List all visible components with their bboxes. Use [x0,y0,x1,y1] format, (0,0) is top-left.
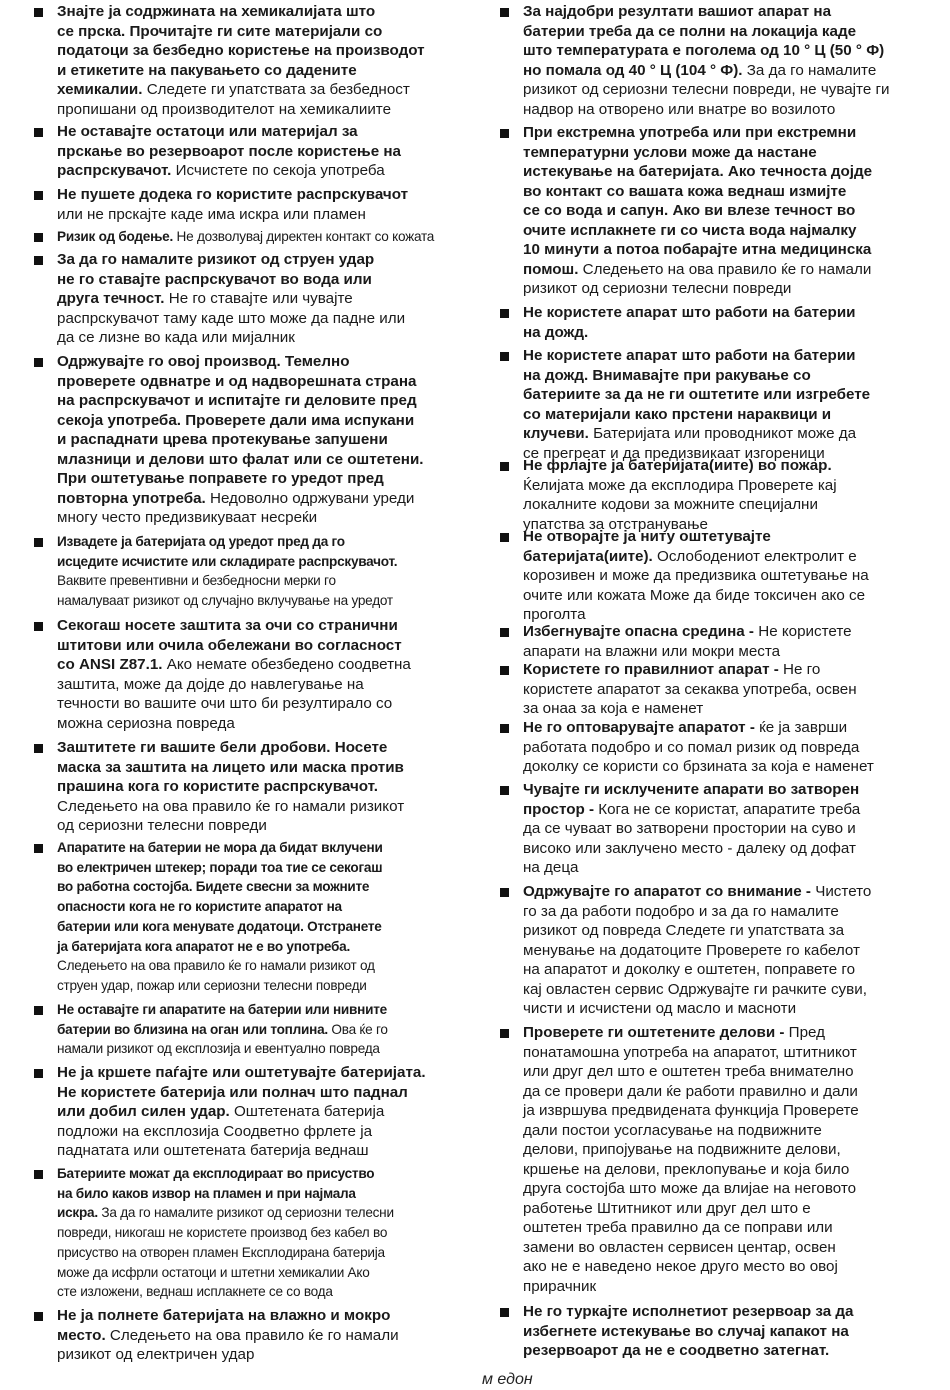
list-item [496,780,950,878]
list-item [496,718,950,777]
list-item [30,838,487,996]
item-normal-text: или не прскајте каде има искра или пламен [57,205,366,223]
item-bold-text: При екстремна употреба или при екстремни температурни услови може да настане истекување на батеријата. Ако течноста дојде во контакт со вашата кожа веднаш измијте се со вода и сапун. Ако ви влезе течност во очите исплакнете ги со чиста вода најмалку 10 минути а потоа побарајте итна медицинска помош. [523,124,873,278]
item-normal-text: Не дозволувај директен контакт со кожата [173,229,435,244]
list-item [30,185,487,224]
item-text [57,532,487,611]
item-bold-text: Чувајте ги исклучените апарати во затворен простор - [523,781,860,818]
item-text [523,456,950,534]
item-text [57,352,487,528]
item-text [57,616,487,733]
page-footer: м едон [482,1371,533,1388]
list-item [30,738,487,836]
square-bullet-icon [500,533,509,542]
item-bold-text: Не го туркајте исполнетиот резервоар за да избегнете истекување во случај капакот на резервоарот да не е соодветно затегнат. [523,1303,854,1359]
list-item [30,1306,487,1365]
list-item [496,882,950,1019]
item-normal-text: Не го ставајте или чувајте распрскувачот таму каде што може да падне или да се лизне во када или мијалник [57,290,406,346]
item-text [57,1063,487,1161]
square-bullet-icon [34,233,43,242]
list-item [496,1302,950,1361]
item-bold-text: Ризик од бодење. [57,229,174,244]
item-text [523,780,950,878]
square-bullet-icon [500,724,509,733]
item-bold-text: За да го намалите ризикот од струен удар не го ставајте распрскувачот во вода или друга течност. [57,251,375,307]
item-bold-text: Секогаш носете заштита за очи со странични штитови или очила обележани во согласност со ANSI Z87.1. [57,617,402,673]
item-bold-text: Не користете апарат што работи на батерии на дожд. Внимавајте при ракување со батериите за да не ги оштетите или изгребете со материјали како прстени нараквици и клучеви. [523,347,871,442]
square-bullet-icon [34,744,43,753]
list-item [496,622,950,661]
item-normal-text: Следењето на ова правило ќе го намали ризикот од сериозни телесни повреди [57,797,405,834]
list-item [30,352,487,528]
square-bullet-icon [34,8,43,17]
item-bold-text: Батериите можат да експлодираат во присуство на било каков извор на пламен и при најмала искра. [57,1166,375,1221]
item-normal-text: Недоволно одржувани уреди многу често предизвикуваат несреќи [57,489,415,526]
square-bullet-icon [34,1170,43,1179]
item-text [57,227,487,247]
item-bold-text: Не оставајте ги апаратите на батерии или нивните батерии во близина на оган или топлина. [57,1002,387,1037]
item-bold-text: Апаратите на батерии не мора да бидат вклучени во електричен штекер; поради тоа тие се секогаш во работна состојба. Бидете свесни за можните опасности кога не го користите апаратот на батерии или кога менувате додатоци. Отстранете ја батеријата кога апаратот не е во употреба. [57,840,383,954]
item-text [523,718,950,777]
item-normal-text: Не користете апарати на влажни или мокри места [523,623,852,660]
item-bold-text: Не го оптоварувајте апаратот - [523,719,755,736]
item-normal-text: Следењето на ова правило ќе го намали ризикот од електричен удар [57,1326,399,1363]
item-text [57,838,487,996]
item-normal-text: Следењето на ова правило ќе го намали ризикот од сериозни телесни повреди [523,260,872,297]
square-bullet-icon [34,538,43,547]
item-text [523,1023,950,1296]
square-bullet-icon [34,191,43,200]
item-normal-text: За да го намалите ризикот од сериозни телесни повреди, не чувајте ги надвор на отворено или внатре во возилото [523,61,890,118]
item-normal-text: Чистето го за да работи подобро и за да го намалите ризикот од повреда Следете ги упатствата за менување на додатоците Проверете го кабелот на апаратот и доколку е оштетен, поправете го кај овластен сервис Одржувајте ги рачките суви, чисти и исчистени од масло и масноти [523,883,872,1017]
square-bullet-icon [500,666,509,675]
square-bullet-icon [34,256,43,265]
item-text [523,660,950,719]
item-bold-text: Проверете ги оштетените делови - [523,1024,785,1041]
item-normal-text: Ако немате обезбедено соодветна заштита, може да дојде до навлегување на течности во вашите очи што би резултирало со можна сериозна повреда [57,656,411,732]
item-bold-text: За најдобри резултати вашиот апарат на батерии треба да се полни на локација каде што температурата е поголема од 10 ° Ц (50 ° Ф) но помала од 40 ° Ц (104 ° Ф). [523,3,885,79]
item-normal-text: Ова ќе го намали ризикот од експлозија и евентуално повреда [57,1021,388,1057]
item-bold-text: Знајте ја содржината на хемикалијата што се прска. Прочитајте ги сите материјали со податоци за безбедно користење на производот и етикетите на пакувањето со дадените хемикалии. [57,3,425,98]
item-normal-text: Батеријата или проводникот може да се прегреат и да предизвикаат изгореници [523,425,857,462]
square-bullet-icon [34,622,43,631]
square-bullet-icon [500,1029,509,1038]
item-normal-text: Ослободениот електролит е корозивен и може да предизвика оштетување на очите или кожата Може да биде токсичен ако се проголта [523,547,869,623]
item-text [57,1164,487,1302]
item-normal-text: За да го намалите ризикот од сериозни телесни повреди, никогаш не користете производ без кабел во присуство на отворен пламен Експлодирана батерија може да исфрли остатоци и штетни хемикалии Ако сте изложени, веднаш исплакнете се со вода [57,1205,394,1300]
item-text [523,123,950,299]
square-bullet-icon [34,1312,43,1321]
square-bullet-icon [500,888,509,897]
item-normal-text: Следењето на ова правило ќе го намали ризикот од струен удар, пожар или сериозни телесни повреди [57,958,375,993]
list-item [30,616,487,733]
item-text [57,2,487,119]
item-text [57,1306,487,1365]
square-bullet-icon [500,786,509,795]
list-item [496,1023,950,1296]
item-normal-text: Кога не се користат, апаратите треба да се чуваат во затворени простории на суво и високо или заклучено место - далеку од дофат на деца [523,800,861,876]
item-bold-text: Не пушете додека го користите распрскувачот [57,186,409,203]
list-item [30,227,487,247]
item-normal-text: Оштетената батерија подложи на експлозија Соодветно фрлете ја паднатата или оштетената батерија веднаш [57,1103,385,1159]
square-bullet-icon [500,129,509,138]
list-item [496,346,950,463]
list-item [496,456,950,534]
item-text [523,622,950,661]
item-normal-text: Ќелијата може да експлодира Проверете кај локалните кодови за можните специјални упатства за отстранување [523,476,837,533]
list-item [496,123,950,299]
item-normal-text: ќе ја заврши работата подобро и со помал ризик од повреда доколку се користи со брзината за која е наменет [523,719,874,775]
square-bullet-icon [34,1069,43,1078]
item-bold-text: Не фрлајте ја батеријата(иите) во пожар. [523,457,832,474]
item-normal-text: Пред понатамошна употреба на апаратот, штитникот или друг дел што е оштетен треба внимателно да се провери дали ќе работи правилно и дали ја извршува предвидената функција Проверете дали постои усогласување на подвижните делови, припојување на подвижните делови, кршење на делови, преклопување и која било друга состојба што може да влијае на неговото работење Штитникот или друг дел што е оштетен треба правилно да се поправи или замени во овластен сервисен центар, освен ако не е наведено некое друго место во овој прирачник [523,1024,859,1295]
square-bullet-icon [500,462,509,471]
square-bullet-icon [34,1006,43,1015]
item-bold-text: Не ја кршете паѓајте или оштетувајте батеријата. Не користете батерија или полнач што паднал или добил силен удар. [57,1064,426,1120]
list-item [496,2,950,119]
list-item [30,122,487,181]
square-bullet-icon [500,628,509,637]
item-text [57,185,487,224]
list-item [30,1000,487,1059]
item-text [57,738,487,836]
item-text [523,1302,950,1361]
item-bold-text: Не отворајте ја ниту оштетувајте батеријата(иите). [523,528,771,565]
item-normal-text: Ваквите превентивни и безбедносни мерки го намалуваат ризикот од случајно вклучување на уредот [57,573,393,609]
square-bullet-icon [500,8,509,17]
item-text [523,882,950,1019]
item-bold-text: Не користете апарат што работи на батерии на дожд. [523,304,856,341]
list-item [30,1063,487,1161]
item-normal-text: Не го користете апаратот за секаква употреба, освен за онаа за која е наменет [523,661,857,717]
item-bold-text: Избегнувајте опасна средина - [523,623,754,640]
list-item [30,1164,487,1302]
item-text [523,527,950,625]
item-text [523,2,950,119]
item-bold-text: Одржувајте го апаратот со внимание - [523,883,811,900]
list-item [30,2,487,119]
list-item [496,303,950,342]
list-item [30,532,487,611]
item-text [57,1000,487,1059]
item-text [57,250,487,348]
item-bold-text: Заштитете ги вашите бели дробови. Носете маска за заштита на лицето или маска против прашина кога го користите распрскувачот. [57,739,404,795]
item-text [57,122,487,181]
square-bullet-icon [34,358,43,367]
item-text [523,303,950,342]
item-bold-text: Не ја полнете батеријата на влажно и мокро место. [57,1307,391,1344]
item-bold-text: Извадете ја батеријата од уредот пред да го исцедите исчистите или складирате распрскувачот. [57,534,398,569]
square-bullet-icon [34,128,43,137]
list-item [496,527,950,625]
square-bullet-icon [500,352,509,361]
item-normal-text: Исчистете по секоја употреба [171,162,385,179]
item-bold-text: Одржувајте го овој производ. Темелно проверете одвнатре и од надворешната страна на распрскувачот и испитајте ги деловите пред секоја употреба. Проверете дали има испукани и распаднати црева протекување запушени млазници и делови што фалат или се оштетени. При оштетување поправете го уредот пред повторна употреба. [57,353,424,507]
item-normal-text: Следете ги упатствата за безбедност пропишани од производителот на хемикалиите [57,81,410,118]
list-item [496,660,950,719]
item-bold-text: Користете го правилниот апарат - [523,661,779,678]
square-bullet-icon [500,309,509,318]
square-bullet-icon [500,1308,509,1317]
square-bullet-icon [34,844,43,853]
item-bold-text: Не оставајте остатоци или материјал за прскање во резервоарот после користење на распрскувачот. [57,123,401,179]
item-text [523,346,950,463]
list-item [30,250,487,348]
